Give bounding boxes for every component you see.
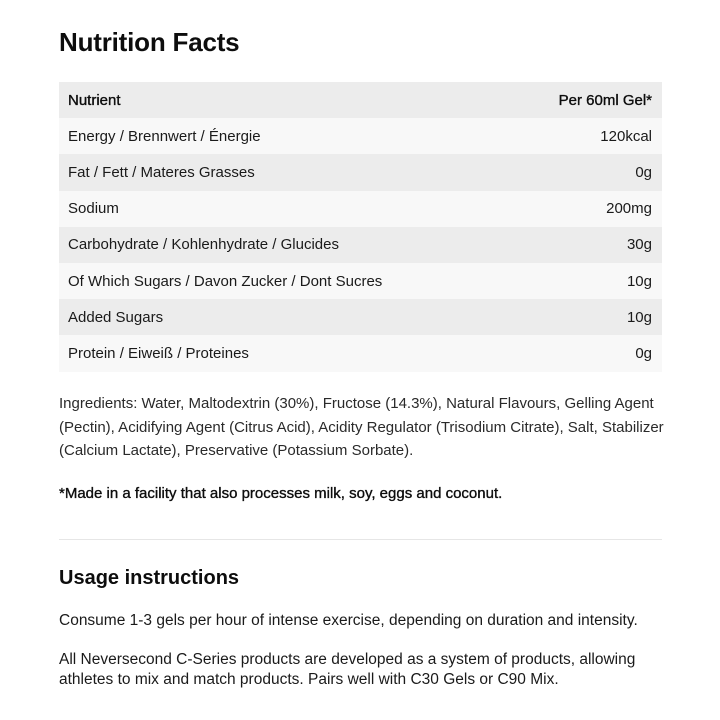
usage-paragraph: All Neversecond C-Series products are developed as a system of products, allowing athletes to mix and match products. Pairs well with C30 Gels or C90 Mix. [59,651,636,688]
row-nutrient: Fat / Fett / Materes Grasses [68,163,255,181]
table-header-row [59,82,662,118]
section-divider [59,539,662,540]
row-value: 120kcal [600,127,652,145]
row-nutrient: Of Which Sugars / Davon Zucker / Dont Sucres [68,272,383,290]
header-value: Per 60ml Gel* [558,91,652,109]
ingredients-text: Ingredients: Water, Maltodextrin (30%), Fructose (14.3%), Natural Flavours, Gelling Agent (Pectin), Acidifying Agent (Citrus Acid), Acidity Regulator (Trisodium Citrate), Salt, Stabilizer (Calcium Lactate), Preservative (Potassium Sorbate). [59,395,664,459]
row-nutrient: Protein / Eiweiß / Proteines [68,344,249,362]
nutrition-table [59,82,662,372]
row-nutrient: Carbohydrate / Kohlenhydrate / Glucides [68,236,339,254]
row-nutrient: Energy / Brennwert / Énergie [68,127,261,145]
table-row [59,335,662,371]
table-row [59,299,662,335]
row-value: 10g [626,308,652,326]
header-nutrient: Nutrient [68,91,121,109]
row-value: 0g [635,163,652,181]
row-value: 200mg [606,200,652,218]
row-value: 10g [626,272,652,290]
allergen-note: *Made in a facility that also processes milk, soy, eggs and coconut. [59,485,503,502]
row-nutrient: Sodium [68,200,119,218]
usage-title: Usage instructions [59,567,240,589]
row-nutrient: Added Sugars [68,308,164,326]
table-row [59,263,662,299]
usage-paragraph: Consume 1-3 gels per hour of intense exercise, depending on duration and intensity. [59,612,638,629]
table-row [59,118,662,154]
table-row [59,227,662,263]
table-row [59,191,662,227]
row-value: 30g [626,236,652,254]
table-row [59,154,662,190]
page-title: Nutrition Facts [59,27,240,57]
row-value: 0g [635,344,652,362]
